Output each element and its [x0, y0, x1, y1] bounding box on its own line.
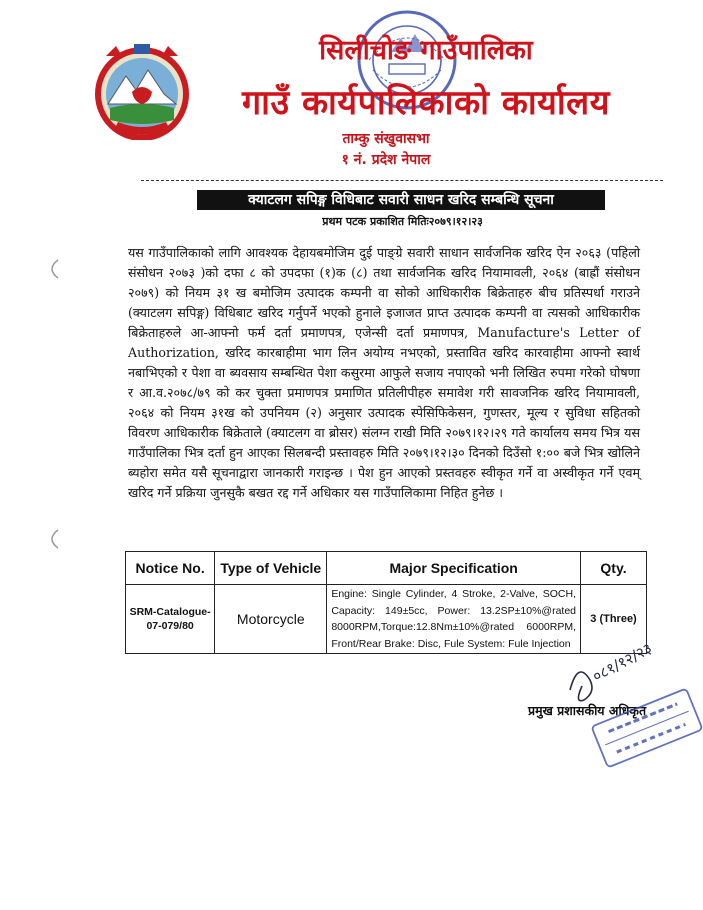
municipality-name: सिलीचोङ गाउँपालिका: [319, 35, 533, 66]
address-line-2: १ नं. प्रदेश नेपाल: [341, 152, 431, 168]
quantity-cell: 3 (Three): [581, 585, 647, 654]
official-stamp-icon: [588, 686, 703, 770]
notice-body: यस गाउँपालिकाको लागि आवश्यक देहायबमोजिम दुई पाङ्ग्रे सवारी साधान सार्वजनिक खरिद ऐन २०६३ (पहिलो संसोधन २०७३ )को दफा ८ को उपदफा (१)क (८) तथा सार्वजनिक खरिद नियामावली, २०६४ (बाह्रौं संसोधन २०७९) को नियम ३१ ख बमोजिम उत्पादक कम्पनी वा सोको आधिकारीक बिक्रेताहरु बीच प्रतिस्पर्धा गराउने (क्याटलग सपिङ्ग) विधिबाट खरिद गर्नुपर्ने भएको हुनाले इजाजत प्राप्त उत्पादक कम्पनी वा त्यसको आधिकारीक बिक्रेताहरुले आ-आफ्नो फर्म दर्ता प्रमाणपत्र, एजेन्सी दर्ता प्रमाणपत्र, Manufacture's Letter of Authorization, खरिद कारबाहीमा भाग लिन अयोग्य नभएको, प्रस्तावित खरिद कारवाहीमा आफ्नो स्वार्थ नबाभिएको र पेशा वा ब्यवसाय सम्बन्धित पेशा कसुरमा आफुले सजाय नपाएको भनी लिखित रुपमा गरेको घोषणा र आ.व.२०७८/७९ को कर चुक्ता प्रमाणपत्र प्रमाणित प्रतिलीपीहरु समावेश गरी सावजनिक खरिद नियामावली, २०६४ को नियम ३१ख को उपनियम (२) अनुसार उत्पादक स्पेसिफिकेसन, गुणस्तर, मूल्य र सुविधा सहितको विवरण आधिकारीक बिक्रेताले (क्याटलग वा ब्रोसर) संलग्न राखी मिति २०७९।१२।२९ गते कार्यालय समय भित्र यस गाउँपालिका भित्र दर्ता हुन आएका सिलबन्दी प्रस्तावहरु मिति २०७९।१२।३० दिनको दिउँसो १:०० बजे भित्र खोलिने ब्यहोरा समेत यसै सूचनाद्वारा जानकारी गराइन्छ । पेश हुन आएको प्रस्तवहरु स्वीकृत गर्ने वा अस्वीकृत गर्ने एवम् खरिद गर्ने प्रक्रिया जुनसुकै बखत रद्द गर्ने अधिकार यस गाउँपालिकामा निहित हुनेछ ।: [128, 245, 640, 500]
nepal-emblem-icon: [92, 42, 192, 140]
notice-title: क्याटलग सपिङ्ग विधिबाट सवारी साधन खरिद सम्बन्धि सूचना: [197, 190, 605, 210]
header-major-spec: Major Specification: [327, 552, 581, 585]
table-header-row: [126, 552, 647, 585]
notice-no-cell: SRM-Catalogue-07-079/80: [126, 585, 215, 654]
specification-cell: Engine: Single Cylinder, 4 Stroke, 2-Valve, SOCH, Capacity: 149±5cc, Power: 13.2SP±10%@rated 8000RPM,Torque:12.8Nm±10%@rated 6000RPM, Front/Rear Brake: Disc, Fule System: Fule Injection: [327, 585, 581, 654]
header-divider: [141, 180, 663, 181]
binder-hole-icon: [44, 258, 62, 280]
signatory-title: प्रमुख प्रशासकीय अधिकृत: [528, 703, 647, 718]
vehicle-type-cell: Motorcycle: [215, 585, 327, 654]
header-vehicle-type: Type of Vehicle: [215, 552, 327, 585]
header-qty: Qty.: [581, 552, 647, 585]
signature-date: ०८१/१२/२३: [589, 639, 656, 686]
publication-date: प्रथम पटक प्रकाशित मितिः२०७९।१२।२३: [322, 215, 483, 228]
office-name: गाउँ कार्यपालिकाको कार्यालय: [242, 83, 610, 123]
address-line-1: ताम्कु संखुवासभा: [342, 131, 430, 147]
binder-hole-icon: [44, 528, 62, 550]
header-notice-no: Notice No.: [126, 552, 215, 585]
